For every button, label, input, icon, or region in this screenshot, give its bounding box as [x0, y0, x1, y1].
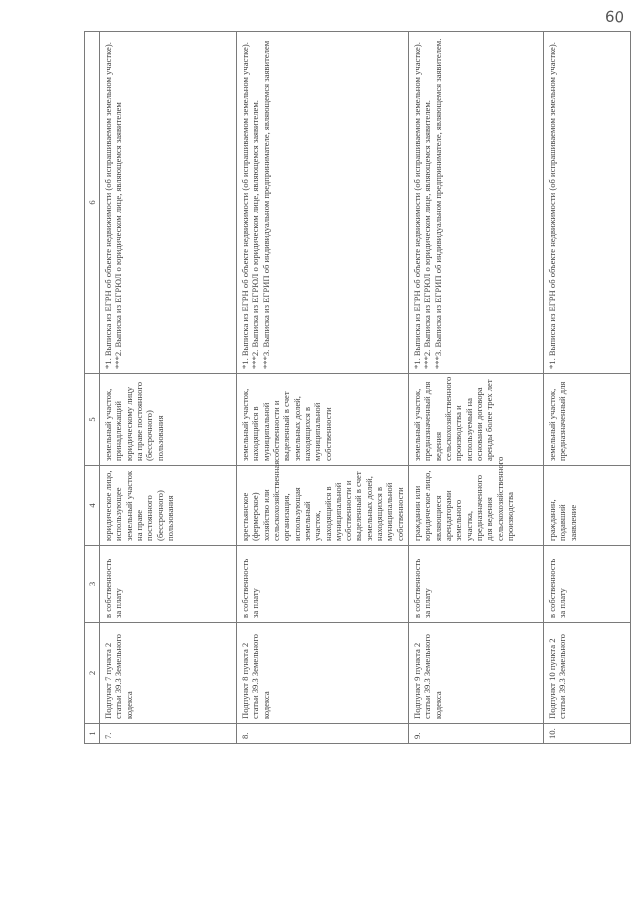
- document-line: *1. Выписка из ЕГРН об объекте недвижимости (об испрашиваемом земельном участке).: [103, 42, 113, 369]
- legal-basis: Подпункт 10 пункта 2 статьи 39.3 Земельного: [544, 623, 631, 724]
- land-plot: земельный участок, находящийся в муниципальной собственности и выделенный в счет земельных долей, находящихся в муниципальной собственности: [237, 374, 409, 466]
- document-line: ***2. Выписка из ЕГРЮЛ о юридическом лице, являющемся заявителем: [113, 102, 124, 369]
- page-lower-margin: [0, 760, 640, 905]
- header-cell: 6: [85, 32, 100, 374]
- right-type: в собственность за плату: [100, 546, 237, 623]
- legal-basis: Подпункт 8 пункта 2 статьи 39.3 Земельного кодекса: [237, 623, 409, 724]
- land-plot: земельный участок, предназначенный для ведения сельскохозяйственного производства и используемый на основании договора аренды более трех лет: [409, 374, 544, 466]
- table-header-row: [85, 32, 100, 744]
- documents: [544, 32, 631, 374]
- header-cell: 5: [85, 374, 100, 466]
- table-row: [544, 32, 631, 744]
- document-line: *1. Выписка из ЕГРН об объекте недвижимости (об испрашиваемом земельном участке).: [412, 42, 422, 369]
- applicant: крестьянское (фермерское) хозяйство или сельскохозяйственная организация, использующая земельный участок, находящийся в муниципальной собственности и выделенный в счет земельных долей, находящихся в муниципальной собственности: [237, 466, 409, 546]
- header-cell: 3: [85, 546, 100, 623]
- table-row: [237, 32, 409, 744]
- header-cell: 1: [85, 724, 100, 744]
- legal-basis: Подпункт 7 пункта 2 статьи 39.3 Земельного кодекса: [100, 623, 237, 724]
- right-type: в собственность за плату: [544, 546, 631, 623]
- land-plot-table: [84, 31, 631, 744]
- right-type: в собственность за плату: [237, 546, 409, 623]
- land-plot: земельный участок, принадлежащий юридическому лицу на праве постоянного (бессрочного) пользования: [100, 374, 237, 466]
- document-line: ***2. Выписка из ЕГРЮЛ о юридическом лице, являющемся заявителем.: [422, 100, 433, 369]
- applicant: гражданин или юридическое лицо, являющиеся арендаторами земельного участка, предназначенного для ведения сельскохозяйственного производства: [409, 466, 544, 546]
- row-number: 9.: [409, 724, 544, 744]
- documents: [100, 32, 237, 374]
- document-line: ***3. Выписка из ЕГРИП об индивидуальном предпринимателе, являющемся заявителем: [260, 40, 271, 369]
- applicant: гражданин, подавший заявление: [544, 466, 631, 546]
- document-line: *1. Выписка из ЕГРН об объекте недвижимости (об испрашиваемом земельном участке).: [240, 42, 250, 369]
- document-line: ***2. Выписка из ЕГРЮЛ о юридическом лице, являющемся заявителем.: [250, 100, 261, 369]
- document-table-rotated: [84, 32, 612, 744]
- row-number: 7.: [100, 724, 237, 744]
- right-type: в собственность за плату: [409, 546, 544, 623]
- document-line: *1. Выписка из ЕГРН об объекте недвижимости (об испрашиваемом земельном участке).: [547, 42, 557, 369]
- document-line: ***3. Выписка из ЕГРИП об индивидуальном предпринимателе, являющемся заявителем.: [432, 38, 443, 369]
- table-row: [409, 32, 544, 744]
- land-plot: земельный участок, предназначенный для: [544, 374, 631, 466]
- page-number: 60: [604, 7, 625, 27]
- legal-basis: Подпункт 9 пункта 2 статьи 39.3 Земельного кодекса: [409, 623, 544, 724]
- table-row: [100, 32, 237, 744]
- row-number: 8.: [237, 724, 409, 744]
- row-number: 10.: [544, 724, 631, 744]
- header-cell: 2: [85, 623, 100, 724]
- documents: [409, 32, 544, 374]
- header-cell: 4: [85, 466, 100, 546]
- applicant: юридическое лицо, использующее земельный участок на праве постоянного (бессрочного) пользования: [100, 466, 237, 546]
- documents: [237, 32, 409, 374]
